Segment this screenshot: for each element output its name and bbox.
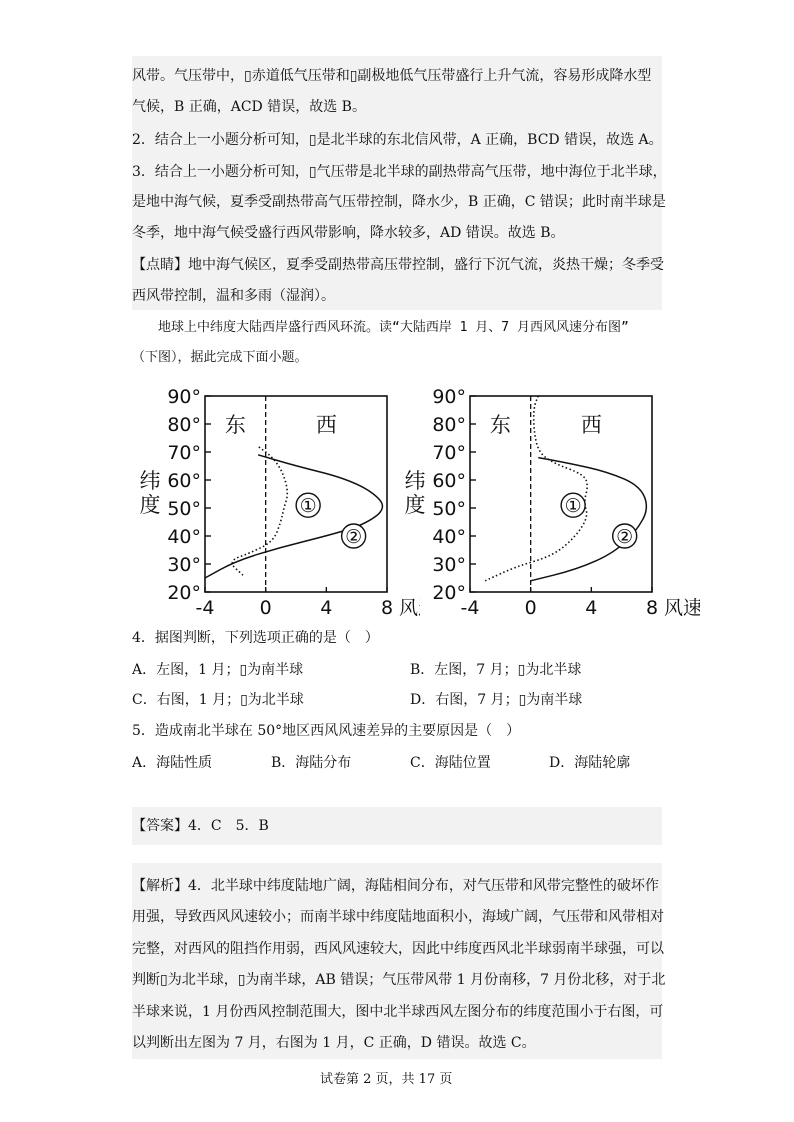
q4-option-b: B．左图，7 月；▯为北半球 <box>410 662 582 678</box>
region-label-west: 西 <box>315 413 337 437</box>
x-tick-label: -4 <box>195 597 215 619</box>
explanation-line: 3．结合上一小题分析可知，▯气压带是北半球的副热带高气压带，地中海位于北半球， <box>132 164 667 180</box>
y-axis-label-char: 度 <box>139 493 161 517</box>
explanation-line: 判断▯为北半球，▯为南半球，AB 错误；气压带风带 1 月份南移，7 月份北移，对于北 <box>132 972 666 988</box>
x-tick-label: 0 <box>524 597 537 619</box>
intro-line: （下图），据此完成下面小题。 <box>132 350 308 365</box>
y-tick-label: 90° <box>167 386 201 408</box>
x-axis-label: 风速 <box>664 597 700 619</box>
q4-option-c: C．右图，1 月；▯为北半球 <box>132 692 304 708</box>
explanation-line: 西风带控制，温和多雨（湿润）。 <box>132 288 335 304</box>
region-label-west: 西 <box>580 413 602 437</box>
series-label: ② <box>616 526 634 548</box>
y-tick-label: 60° <box>167 470 201 492</box>
y-tick-label: 20° <box>167 582 201 604</box>
y-tick-label: 70° <box>432 442 466 464</box>
explanation-line: 以判断出左图为 7 月，右图为 1 月，C 正确，D 错误。故选 C。 <box>132 1035 536 1051</box>
y-tick-label: 20° <box>432 582 466 604</box>
y-axis-label-char: 纬 <box>404 469 426 493</box>
y-axis-label-char: 纬 <box>139 469 161 493</box>
q5-option-d: D．海陆轮廓 <box>549 755 631 771</box>
series-label: ② <box>345 526 363 548</box>
explanation-line: 冬季，地中海气候受盛行西风带影响，降水较多，AD 错误。故选 B。 <box>132 225 565 241</box>
explanation-line: 【解析】4．北半球中纬度陆地广阔，海陆相间分布，对气压带和风带完整性的破坏作 <box>132 878 659 894</box>
wind-chart-left-svg <box>130 380 420 620</box>
wind-chart-right <box>395 380 700 624</box>
explanation-line: 气候，B 正确，ACD 错误，故选 B。 <box>132 99 366 115</box>
answer-line: 【答案】4．C 5．B <box>132 818 269 834</box>
x-tick-label: 0 <box>259 597 272 619</box>
x-tick-label: -4 <box>460 597 480 619</box>
y-tick-label: 80° <box>432 414 466 436</box>
x-tick-label: 4 <box>320 597 333 619</box>
wind-chart-right-svg <box>395 380 700 620</box>
y-tick-label: 30° <box>167 554 201 576</box>
y-tick-label: 40° <box>432 526 466 548</box>
q5-option-b: B．海陆分布 <box>271 755 352 771</box>
q5-option-a: A．海陆性质 <box>132 755 213 771</box>
series-dotted-line <box>232 446 287 575</box>
y-tick-label: 80° <box>167 414 201 436</box>
explanation-line: 半球来说，1 月份西风控制范围大，图中北半球西风左图分布的纬度范围小于右图，可 <box>132 1004 664 1020</box>
series-solid-line <box>531 458 647 581</box>
series-solid-line <box>205 455 382 578</box>
x-tick-label: 8 <box>645 597 659 619</box>
y-tick-label: 60° <box>432 470 466 492</box>
y-axis-label-char: 度 <box>404 493 426 517</box>
region-label-east: 东 <box>489 413 511 437</box>
series-label: ① <box>564 495 582 518</box>
question-4: 4．据图判断，下列选项正确的是（ ） <box>132 630 379 646</box>
q4-option-a: A．左图，1 月；▯为南半球 <box>132 662 304 678</box>
q4-option-d: D．右图，7 月；▯为南半球 <box>410 692 583 708</box>
q5-option-c: C．海陆位置 <box>410 755 491 771</box>
x-tick-label: 4 <box>585 597 598 619</box>
explanation-line: 风带。气压带中，▯赤道低气压带和▯副极地低气压带盛行上升气流，容易形成降水型 <box>132 68 652 84</box>
x-axis-label: 风 <box>399 597 419 619</box>
y-tick-label: 50° <box>167 498 201 520</box>
explanation-line: 完整，对西风的阻挡作用弱，西风风速较大，因此中纬度西风北半球弱南半球强，可以 <box>132 941 664 957</box>
y-tick-label: 70° <box>167 442 201 464</box>
explanation-line: 是地中海气候，夏季受副热带高气压带控制，降水少，B 正确，C 错误；此时南半球是 <box>132 194 666 210</box>
y-tick-label: 50° <box>432 498 466 520</box>
question-5: 5．造成南北半球在 50°地区西风风速差异的主要原因是（ ） <box>132 723 521 739</box>
explanation-line: 用强，导致西风风速较小；而南半球中纬度陆地面积小，海域广阔，气压带和风带相对 <box>132 909 664 925</box>
region-label-east: 东 <box>224 413 246 437</box>
y-tick-label: 30° <box>432 554 466 576</box>
series-label: ① <box>299 495 317 518</box>
explanation-line: 【点睛】地中海气候区，夏季受副热带高压带控制，盛行下沉气流，炎热干燥；冬季受 <box>132 257 664 273</box>
y-tick-label: 90° <box>432 386 466 408</box>
wind-chart-left <box>130 380 420 624</box>
x-tick-label: 8 <box>380 597 394 619</box>
explanation-line: 2．结合上一小题分析可知，▯是北半球的东北信风带，A 正确，BCD 错误，故选 A。 <box>132 132 663 148</box>
y-tick-label: 40° <box>167 526 201 548</box>
page-footer: 试卷第 2 页，共 17 页 <box>320 1072 453 1087</box>
intro-line: 地球上中纬度大陆西岸盛行西风环流。读“大陆西岸 1 月、7 月西风风速分布图” <box>158 320 629 335</box>
